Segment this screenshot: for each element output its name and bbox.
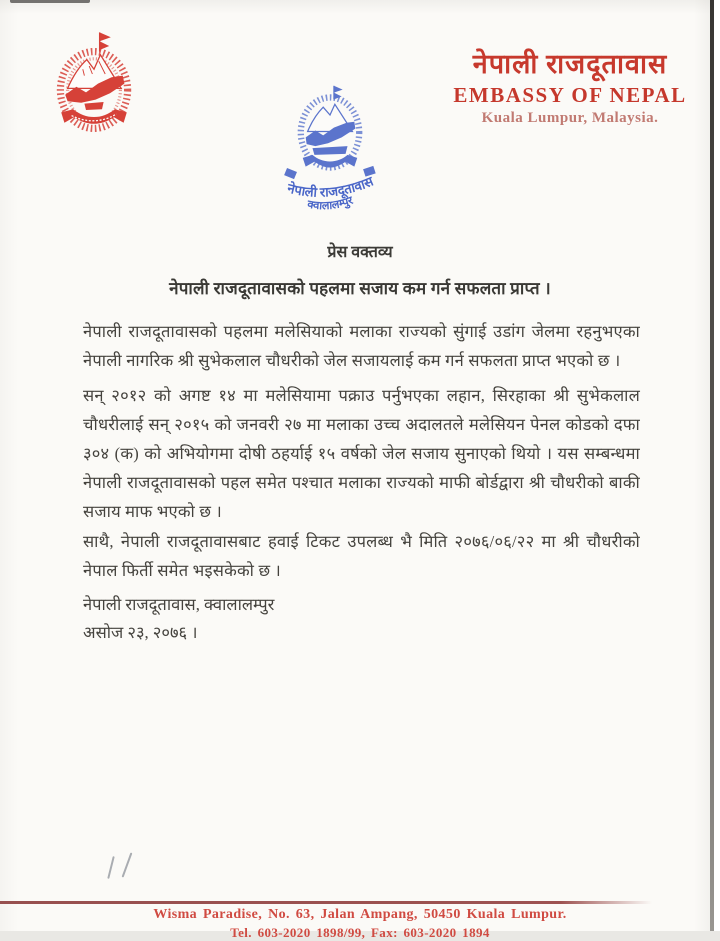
signoff-organization: नेपाली राजदूतावास, क्वालालम्पुर [83,595,275,614]
footer-divider [0,901,652,904]
paragraph-2: सन् २०१२ को अगष्ट १४ मा मलेसियामा पक्राउ पर्नुभएका लहान, सिरहाका श्री सुभेकलाल चौधरीलाई सन् २०१५ को जनवरी २७ मा मलाका उच्च अदालतले मलेसियन पेनल कोडको दफा ३०४ (क) को अभियोगमा दोषी ठहर्याई १५ वर्षको जेल सजाय सुनाएको थियो । यस सम्बन्धमा नेपाली राजदूतावासको पहल समेत पश्चात मलाका राज्यको माफी बोर्डद्वारा श्री चौधरीको बाकी सजाय माफ भएको छ । [83,386,640,521]
embassy-location: Kuala Lumpur, Malaysia. [481,110,659,126]
letterhead-block [448,48,692,127]
page-title: नेपाली राजदूतावासको पहलमा सजाय कम गर्न सफलता प्राप्त । [169,279,551,298]
signoff-date: असोज २३, २०७६ । [83,623,198,642]
paragraph-3: साथै, नेपाली राजदूतावासबाट हवाई टिकट उपलब्ध भै मिति २०७६/०६/२२ मा श्री चौधरीको नेपाल फिर्ती समेत भइसकेको छ । [83,532,640,580]
nepal-emblem-red-icon [54,28,134,136]
embassy-name-nepali: नेपाली राजदूतावास [472,49,668,79]
scan-right-margin [714,0,720,931]
embassy-name-english: EMBASSY OF NEPAL [453,83,687,107]
seal-city-text: क्वालालम्पुर [306,194,355,213]
pen-mark [122,852,133,877]
pen-mark [107,856,115,879]
footer-address: Wisma Paradise, No. 63, Jalan Ampang, 50450 Kuala Lumpur. [153,907,567,922]
seal-arc-text: नेपाली राजदूतावास [285,173,376,200]
svg-text:नेपाली राजदूतावास [285,173,376,200]
scan-top-edge [10,0,90,3]
embassy-seal-blue-icon [260,78,400,224]
footer-contact-partial: Tel. 603-2020 1898/99, Fax: 603-2020 1894 [230,925,490,940]
paragraph-1: नेपाली राजदूतावासको पहलमा मलेसियाको मलाका राज्यको सुंगाई उडांग जेलमा रहनुभएका नेपाली नागरिक श्री सुभेकलाल चौधरीको जेल सजायलाई कम गर्न सफलता प्राप्त भएको छ । [83,322,640,370]
document-type-heading: प्रेस वक्तव्य [327,244,393,261]
